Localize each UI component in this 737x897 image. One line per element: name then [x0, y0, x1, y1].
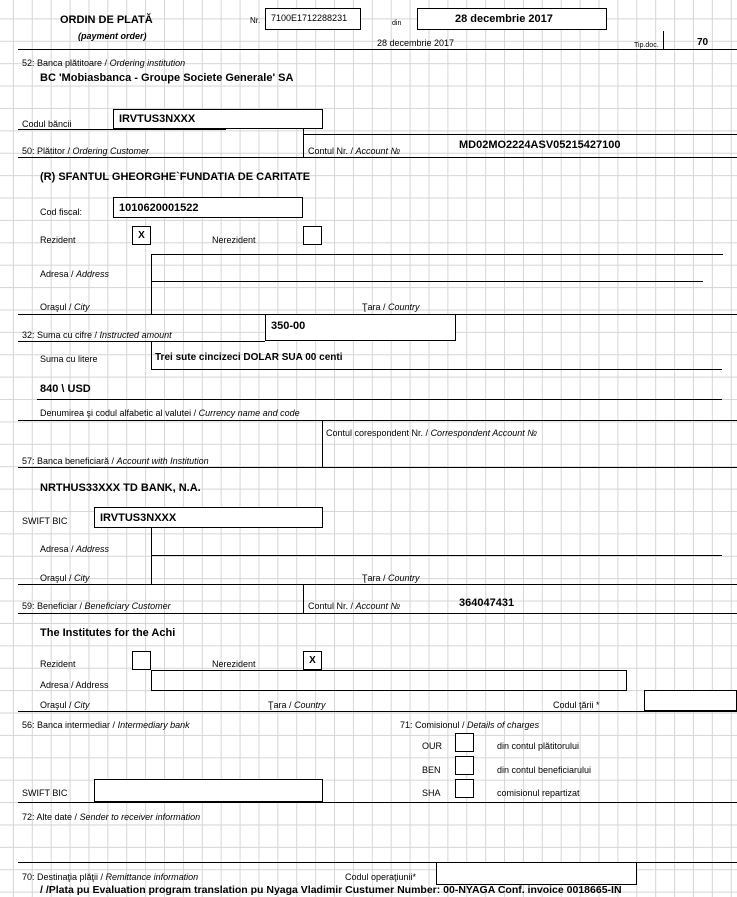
ordering-bank-label: 52: Banca plătitoare / Ordering institution [22, 58, 186, 68]
fiscal-code-value: 1010620001522 [119, 201, 199, 214]
correspondent-account-label: Contul corespondent Nr. / Correspondent Account № [326, 428, 538, 438]
tipdoc-label: Tip.doc. [634, 42, 659, 49]
payer-account-label: Contul Nr. / Account № [308, 146, 401, 156]
intermediary-label: 56: Banca intermediar / Intermediary bank [22, 720, 190, 730]
beneficiary-account-value: 364047431 [459, 597, 515, 609]
charge-sha-checkbox[interactable] [455, 779, 474, 798]
tipdoc-value: 70 [697, 37, 709, 48]
bank-code-field[interactable] [113, 109, 323, 129]
beneficiary-label: 59: Beneficiar / Beneficiary Customer [22, 601, 171, 611]
charge-sha-label: SHA [422, 788, 441, 798]
operation-code-field[interactable] [436, 862, 637, 885]
swift-label: SWIFT BIC [22, 516, 68, 526]
charges-label: 71: Comisionul / Details of charges [400, 720, 540, 730]
charge-sha-desc: comisionul repartizat [497, 788, 580, 798]
nr-label: Nr. [250, 16, 261, 25]
beneficiary-swift-value: IRVTUS3NXXX [100, 511, 177, 524]
bank-code-label: Codul băncii [22, 119, 72, 129]
remittance-value: / /Plata pu Evaluation program translation pu Nyaga Vladimir Custumer Number: 00-NYAGA Conf. invoice 0018665-IN [40, 884, 622, 896]
amount-words-value: Trei sute cincizeci DOLAR SUA 00 centi [155, 352, 343, 363]
form-subtitle: (payment order) [78, 31, 147, 41]
beneficiary-bank-country-label: Ţara / Country [362, 573, 420, 583]
charge-ben-desc: din contul beneficiarului [497, 765, 592, 775]
beneficiary-bank-city-label: Oraşul / City [40, 573, 90, 583]
payer-resident-label: Rezident [40, 235, 76, 245]
beneficiary-name: The Institutes for the Achi [40, 627, 176, 639]
sender-info-label: 72: Alte date / Sender to receiver information [22, 812, 201, 822]
ordering-bank-name: BC 'Mobiasbanca - Groupe Societe Generale' SA [40, 72, 294, 84]
country-code-field[interactable] [644, 690, 737, 711]
charge-our-checkbox[interactable] [455, 733, 474, 752]
charge-ben-checkbox[interactable] [455, 756, 474, 775]
date-small: 28 decembrie 2017 [377, 38, 455, 48]
amount-value: 350-00 [271, 320, 306, 332]
payer-city-label: Oraşul / City [40, 302, 90, 312]
payer-resident-checkbox[interactable]: X [132, 226, 151, 245]
payer-label: 50: Plătitor / Ordering Customer [22, 146, 150, 156]
beneficiary-country-code-label: Codul ţării * [553, 700, 600, 710]
amount-words-label: Suma cu litere [40, 354, 98, 364]
remittance-label: 70: Destinaţia plăţii / Remittance information [22, 872, 199, 882]
currency-value: 840 \ USD [40, 383, 91, 395]
intermediary-swift-field[interactable] [94, 779, 323, 802]
beneficiary-nonresident-label: Nerezident [212, 659, 256, 669]
form-title: ORDIN DE PLATĂ [60, 14, 153, 26]
beneficiary-bank-address-label: Adresa / Address [40, 544, 110, 554]
beneficiary-account-label: Contul Nr. / Account № [308, 601, 401, 611]
payer-nonresident-label: Nerezident [212, 235, 256, 245]
order-number-field[interactable] [265, 8, 361, 30]
beneficiary-country-label: Ţara / Country [268, 700, 326, 710]
beneficiary-nonresident-checkbox[interactable]: X [303, 651, 322, 670]
order-number-value: 7100E1712288231 [271, 13, 348, 23]
beneficiary-bank-label: 57: Banca beneficiară / Account with Institution [22, 456, 209, 466]
beneficiary-bank-name: NRTHUS33XXX TD BANK, N.A. [40, 482, 201, 494]
beneficiary-resident-label: Rezident [40, 659, 76, 669]
beneficiary-resident-checkbox[interactable] [132, 651, 151, 670]
currency-label: Denumirea şi codul alfabetic al valutei / Currency name and code [40, 408, 300, 418]
payer-country-label: Ţara / Country [362, 302, 420, 312]
payer-name: (R) SFANTUL GHEORGHE`FUNDATIA DE CARITATE [40, 171, 311, 183]
intermediary-swift-label: SWIFT BIC [22, 788, 68, 798]
charge-ben-label: BEN [422, 765, 441, 775]
fiscal-code-label: Cod fiscal: [40, 207, 83, 217]
payer-account-value: MD02MO2224ASV05215427100 [459, 139, 621, 151]
beneficiary-city-label: Oraşul / City [40, 700, 90, 710]
beneficiary-address-label: Adresa / Address [40, 680, 109, 690]
bank-code-value: IRVTUS3NXXX [119, 113, 196, 125]
order-date-value: 28 decembrie 2017 [455, 13, 553, 25]
din-label: din [392, 20, 402, 27]
payer-nonresident-checkbox[interactable] [303, 226, 322, 245]
amount-field[interactable] [265, 314, 456, 341]
order-date-field[interactable] [417, 8, 607, 30]
payer-address-label: Adresa / Address [40, 269, 110, 279]
operation-code-label: Codul operaţiunii* [345, 872, 417, 882]
fiscal-code-field[interactable] [113, 197, 303, 218]
amount-label: 32: Suma cu cifre / Instructed amount [22, 330, 172, 340]
beneficiary-swift-field[interactable] [94, 507, 323, 528]
charge-our-label: OUR [422, 741, 442, 751]
charge-our-desc: din contul plătitorului [497, 741, 580, 751]
